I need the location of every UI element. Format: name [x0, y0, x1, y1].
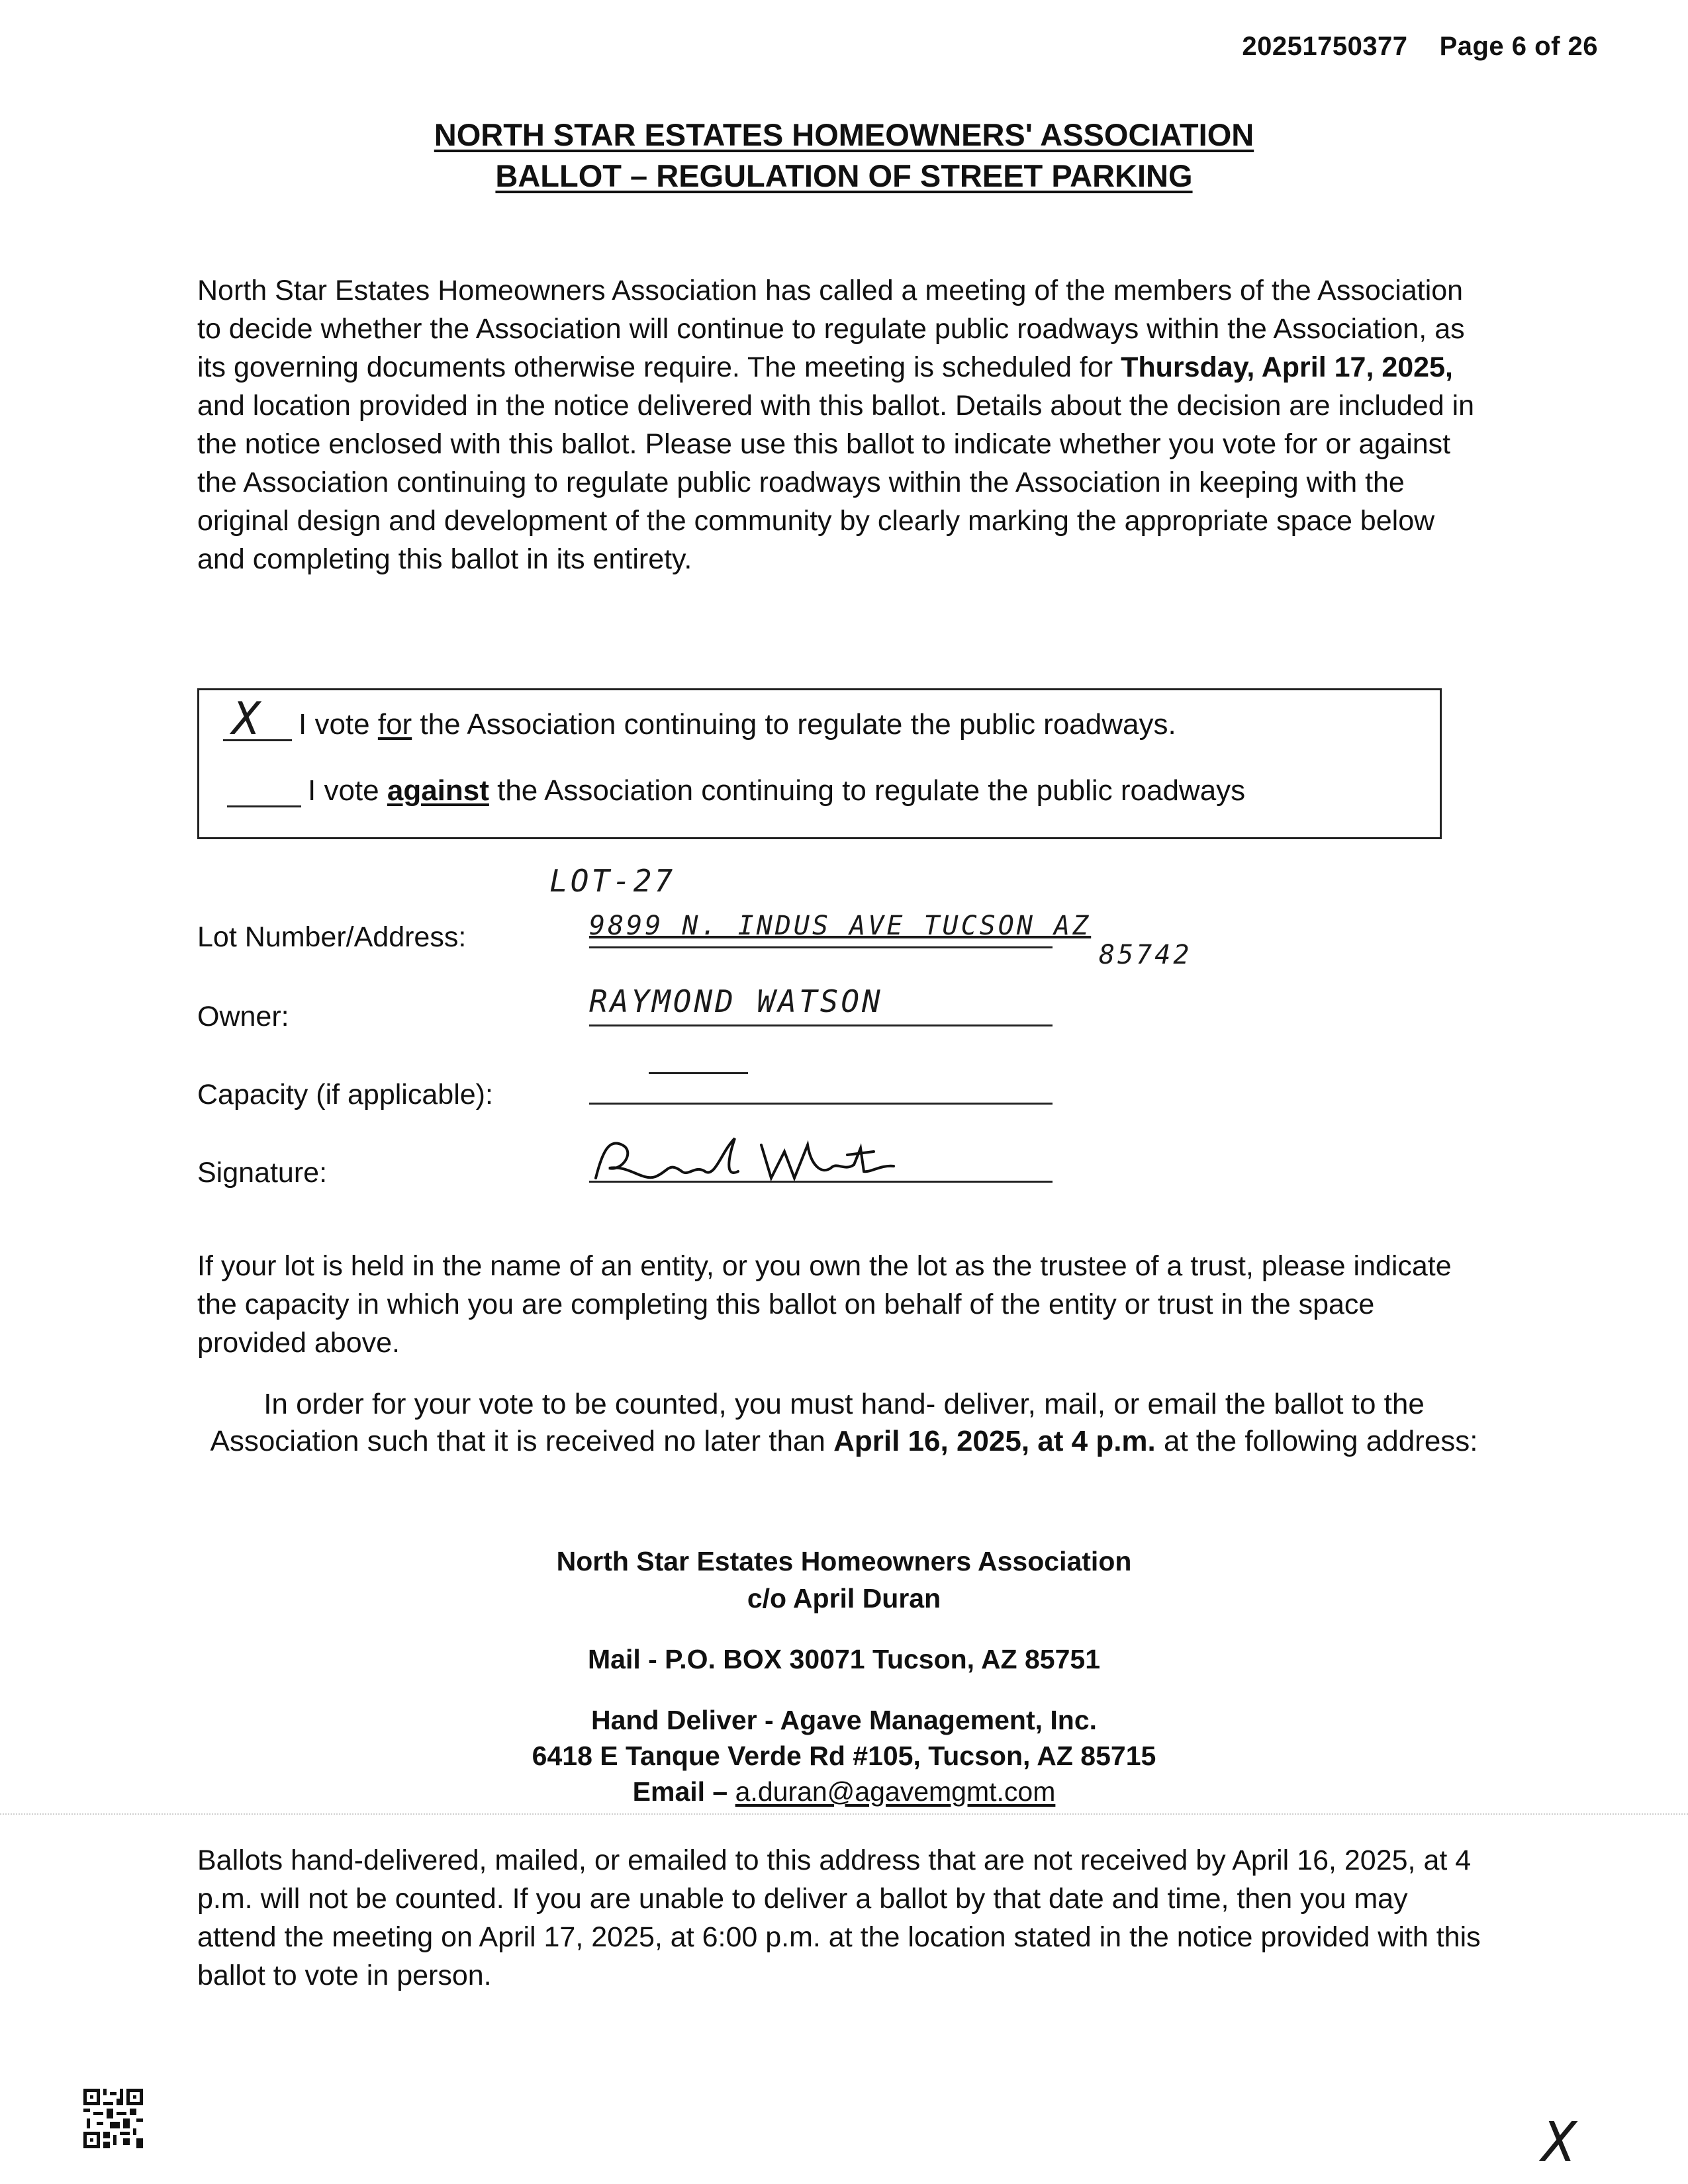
- vote-for-keyword: for: [377, 708, 412, 741]
- lot-address-label: Lot Number/Address:: [197, 921, 467, 953]
- address-mail: Mail - P.O. BOX 30071 Tucson, AZ 85751: [588, 1644, 1100, 1674]
- address-email: Email – a.duran@agavemgmt.com: [632, 1776, 1056, 1807]
- delivery-instructions: In order for your vote to be counted, you must hand- deliver, mail, or email the ballot to the Association such that it is received no later than April 16, 2025, at 4 p.m. at the following address:: [210, 1388, 1478, 1457]
- scan-artifact-line: [0, 1813, 1688, 1815]
- entity-capacity-note: If your lot is held in the name of an entity, or you own the lot as the trustee of a trust, please indicate the capacity in which you are completing this ballot on behalf of the entity or trust in the space provided above.: [197, 1250, 1452, 1359]
- ballot-title: NORTH STAR ESTATES HOMEOWNERS' ASSOCIATION: [434, 117, 1254, 152]
- email-link[interactable]: a.duran@agavemgmt.com: [735, 1776, 1056, 1807]
- corner-handwritten-mark: X: [1542, 2111, 1575, 2174]
- document-reference: [1242, 32, 1598, 62]
- owner-label: Owner:: [197, 1001, 289, 1032]
- owner-line[interactable]: [589, 1024, 1053, 1026]
- closing-paragraph: Ballots hand-delivered, mailed, or emailed to this address that are not received by April 16, 2025, at 4 p.m. will not be counted. If you are unable to deliver a ballot by that date and time, then you may attend the meeting on April 17, 2025, at 6:00 p.m. at the location stated in the notice provided with this ballot to vote in person.: [197, 1844, 1481, 1991]
- capacity-line[interactable]: [589, 1103, 1053, 1105]
- document-number: 20251750377: [1242, 32, 1408, 61]
- address-org: North Star Estates Homeowners Association: [556, 1546, 1132, 1576]
- lot-address-line[interactable]: [589, 946, 1053, 948]
- signature-image: [583, 1125, 914, 1191]
- intro-paragraph: North Star Estates Homeowners Association has called a meeting of the members of the Association to decide whether the Association will continue to regulate public roadways within the Association, as its governing documents otherwise require. The meeting is scheduled for Thursday, April 17, 2025, and location provided in the notice delivered with this ballot. Details about the decision are included in the notice enclosed with this ballot. Please use this ballot to indicate whether you vote for or against the Association continuing to regulate public roadways within the Association in keeping with the original design and development of the community by clearly marking the appropriate space below and completing this ballot in its entirety.: [197, 275, 1475, 575]
- address-handwritten: 9899 N. INDUS AVE TUCSON AZ: [589, 911, 1092, 941]
- capacity-label: Capacity (if applicable):: [197, 1079, 493, 1111]
- lot-number-handwritten: LOT-27: [549, 863, 676, 899]
- signature-label: Signature:: [197, 1157, 328, 1189]
- vote-for-checkbox[interactable]: [223, 693, 292, 745]
- owner-handwritten: RAYMOND WATSON: [589, 983, 883, 1019]
- vote-for-option[interactable]: X I vote for the Association continuing to regulate the public roadways.: [223, 706, 1176, 741]
- meeting-date: Thursday, April 17, 2025,: [1121, 351, 1453, 383]
- capacity-dash-mark: [649, 1072, 748, 1074]
- vote-against-option[interactable]: I vote against the Association continuing to regulate the public roadways: [223, 772, 1245, 807]
- delivery-deadline: April 16, 2025, at 4 p.m.: [833, 1425, 1156, 1457]
- vote-options-box: [197, 688, 1442, 839]
- page-indicator: Page 6 of 26: [1439, 32, 1598, 61]
- address-attention: c/o April Duran: [747, 1583, 941, 1614]
- address-street: 6418 E Tanque Verde Rd #105, Tucson, AZ 85715: [532, 1741, 1156, 1771]
- vote-for-mark: X: [232, 693, 262, 745]
- vote-against-checkbox[interactable]: [227, 772, 301, 807]
- zip-handwritten: 85742: [1099, 940, 1192, 970]
- ballot-subtitle: BALLOT – REGULATION OF STREET PARKING: [495, 158, 1193, 193]
- qr-code: [83, 2089, 143, 2148]
- vote-against-keyword: against: [387, 774, 489, 807]
- address-hand-deliver: Hand Deliver - Agave Management, Inc.: [590, 1705, 1098, 1735]
